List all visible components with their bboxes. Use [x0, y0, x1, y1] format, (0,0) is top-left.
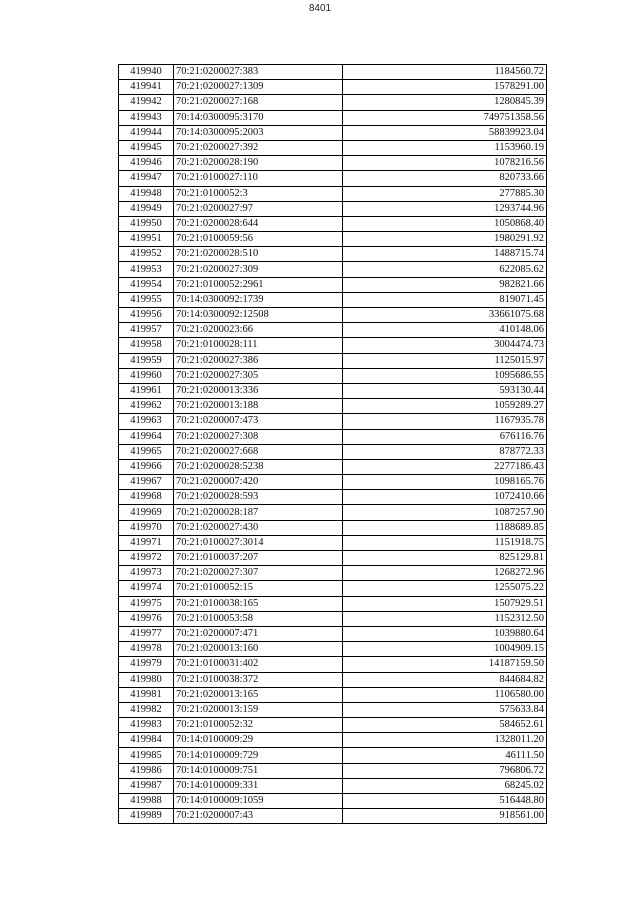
cadastral-number: 70:21:0200007:471	[174, 626, 343, 641]
cadastral-number: 70:21:0200007:420	[174, 475, 343, 490]
row-number: 419965	[119, 444, 174, 459]
cadastral-number: 70:21:0200007:473	[174, 414, 343, 429]
table-row	[119, 368, 547, 383]
row-number: 419959	[119, 353, 174, 368]
cadastral-value: 3004474.73	[343, 338, 547, 353]
cadastral-number: 70:14:0300092:1739	[174, 292, 343, 307]
cadastral-value: 1268272.96	[343, 566, 547, 581]
row-number: 419941	[119, 80, 174, 95]
table-row	[119, 733, 547, 748]
row-number: 419971	[119, 535, 174, 550]
row-number: 419983	[119, 718, 174, 733]
row-number: 419981	[119, 687, 174, 702]
table-row	[119, 566, 547, 581]
table-row	[119, 535, 547, 550]
table-row	[119, 596, 547, 611]
row-number: 419958	[119, 338, 174, 353]
cadastral-value: 918561.00	[343, 809, 547, 824]
cadastral-value: 46111.50	[343, 748, 547, 763]
table-row	[119, 338, 547, 353]
row-number: 419957	[119, 323, 174, 338]
row-number: 419987	[119, 778, 174, 793]
cadastral-number: 70:21:0200013:159	[174, 702, 343, 717]
cadastral-value: 1507929.51	[343, 596, 547, 611]
cadastral-value: 1152312.50	[343, 611, 547, 626]
cadastral-number: 70:21:0200027:307	[174, 566, 343, 581]
table-row	[119, 171, 547, 186]
cadastral-value: 58839923.04	[343, 125, 547, 140]
table-row	[119, 657, 547, 672]
table-row	[119, 262, 547, 277]
cadastral-value: 277885.30	[343, 186, 547, 201]
cadastral-number: 70:21:0100028:111	[174, 338, 343, 353]
table-row	[119, 308, 547, 323]
cadastral-number: 70:21:0200027:97	[174, 201, 343, 216]
table-row	[119, 383, 547, 398]
table-row	[119, 520, 547, 535]
table-row	[119, 748, 547, 763]
table-row	[119, 247, 547, 262]
cadastral-value: 1488715.74	[343, 247, 547, 262]
table-row	[119, 444, 547, 459]
cadastral-value: 1167935.78	[343, 414, 547, 429]
row-number: 419943	[119, 110, 174, 125]
table-row	[119, 80, 547, 95]
table-row	[119, 95, 547, 110]
cadastral-value: 1328011.20	[343, 733, 547, 748]
cadastral-value: 1039880.64	[343, 626, 547, 641]
table-body	[119, 65, 547, 824]
cadastral-table	[118, 64, 547, 824]
row-number: 419955	[119, 292, 174, 307]
table-row	[119, 277, 547, 292]
row-number: 419966	[119, 459, 174, 474]
cadastral-number: 70:21:0100052:3	[174, 186, 343, 201]
table-row	[119, 490, 547, 505]
cadastral-value: 825129.81	[343, 551, 547, 566]
table-row	[119, 110, 547, 125]
row-number: 419974	[119, 581, 174, 596]
table-row	[119, 125, 547, 140]
cadastral-value: 1004909.15	[343, 642, 547, 657]
cadastral-value: 1050868.40	[343, 216, 547, 231]
row-number: 419984	[119, 733, 174, 748]
row-number: 419972	[119, 551, 174, 566]
cadastral-number: 70:21:0200028:187	[174, 505, 343, 520]
table-row	[119, 763, 547, 778]
table-row	[119, 718, 547, 733]
cadastral-value: 1095686.55	[343, 368, 547, 383]
cadastral-value: 1106580.00	[343, 687, 547, 702]
cadastral-number: 70:21:0100038:372	[174, 672, 343, 687]
row-number: 419960	[119, 368, 174, 383]
row-number: 419964	[119, 429, 174, 444]
row-number: 419975	[119, 596, 174, 611]
cadastral-number: 70:21:0200028:510	[174, 247, 343, 262]
cadastral-number: 70:21:0200027:668	[174, 444, 343, 459]
cadastral-value: 1087257.90	[343, 505, 547, 520]
table-row	[119, 201, 547, 216]
cadastral-value: 749751358.56	[343, 110, 547, 125]
cadastral-number: 70:21:0100031:402	[174, 657, 343, 672]
table-row	[119, 429, 547, 444]
row-number: 419946	[119, 156, 174, 171]
cadastral-value: 982821.66	[343, 277, 547, 292]
cadastral-value: 878772.33	[343, 444, 547, 459]
cadastral-number: 70:21:0200028:593	[174, 490, 343, 505]
table-row	[119, 216, 547, 231]
row-number: 419945	[119, 140, 174, 155]
cadastral-number: 70:21:0100052:2961	[174, 277, 343, 292]
row-number: 419954	[119, 277, 174, 292]
cadastral-value: 1280845.39	[343, 95, 547, 110]
table-row	[119, 778, 547, 793]
cadastral-number: 70:21:0200013:188	[174, 399, 343, 414]
cadastral-value: 820733.66	[343, 171, 547, 186]
row-number: 419989	[119, 809, 174, 824]
cadastral-value: 584652.61	[343, 718, 547, 733]
cadastral-number: 70:21:0200027:309	[174, 262, 343, 277]
row-number: 419986	[119, 763, 174, 778]
row-number: 419948	[119, 186, 174, 201]
cadastral-value: 593130.44	[343, 383, 547, 398]
table-row	[119, 475, 547, 490]
row-number: 419942	[119, 95, 174, 110]
row-number: 419951	[119, 232, 174, 247]
cadastral-value: 1153960.19	[343, 140, 547, 155]
table-row	[119, 687, 547, 702]
cadastral-number: 70:14:0100009:1059	[174, 794, 343, 809]
row-number: 419968	[119, 490, 174, 505]
row-number: 419985	[119, 748, 174, 763]
cadastral-value: 1059289.27	[343, 399, 547, 414]
cadastral-number: 70:21:0200027:1309	[174, 80, 343, 95]
cadastral-value: 1098165.76	[343, 475, 547, 490]
table-row	[119, 626, 547, 641]
table-row	[119, 140, 547, 155]
cadastral-value: 676116.76	[343, 429, 547, 444]
cadastral-value: 796806.72	[343, 763, 547, 778]
cadastral-number: 70:21:0100027:110	[174, 171, 343, 186]
cadastral-value: 1184560.72	[343, 65, 547, 80]
cadastral-number: 70:21:0200027:305	[174, 368, 343, 383]
row-number: 419950	[119, 216, 174, 231]
cadastral-number: 70:14:0100009:751	[174, 763, 343, 778]
row-number: 419940	[119, 65, 174, 80]
table-row	[119, 65, 547, 80]
cadastral-number: 70:14:0100009:331	[174, 778, 343, 793]
row-number: 419982	[119, 702, 174, 717]
table-row	[119, 232, 547, 247]
cadastral-value: 1578291.00	[343, 80, 547, 95]
cadastral-number: 70:21:0200028:190	[174, 156, 343, 171]
cadastral-value: 1293744.96	[343, 201, 547, 216]
cadastral-value: 622085.62	[343, 262, 547, 277]
row-number: 419944	[119, 125, 174, 140]
table-row	[119, 459, 547, 474]
row-number: 419961	[119, 383, 174, 398]
cadastral-number: 70:21:0100052:15	[174, 581, 343, 596]
cadastral-number: 70:21:0100027:3014	[174, 535, 343, 550]
table-row	[119, 642, 547, 657]
row-number: 419952	[119, 247, 174, 262]
row-number: 419953	[119, 262, 174, 277]
cadastral-number: 70:21:0200027:308	[174, 429, 343, 444]
cadastral-number: 70:21:0200027:392	[174, 140, 343, 155]
table-row	[119, 323, 547, 338]
row-number: 419967	[119, 475, 174, 490]
row-number: 419956	[119, 308, 174, 323]
row-number: 419980	[119, 672, 174, 687]
row-number: 419947	[119, 171, 174, 186]
table-row	[119, 353, 547, 368]
cadastral-value: 1078216.56	[343, 156, 547, 171]
cadastral-number: 70:21:0200013:336	[174, 383, 343, 398]
cadastral-number: 70:21:0200027:168	[174, 95, 343, 110]
row-number: 419969	[119, 505, 174, 520]
cadastral-number: 70:14:0100009:729	[174, 748, 343, 763]
cadastral-number: 70:21:0200013:165	[174, 687, 343, 702]
cadastral-number: 70:14:0300092:12508	[174, 308, 343, 323]
cadastral-number: 70:14:0300095:2003	[174, 125, 343, 140]
cadastral-number: 70:21:0200027:383	[174, 65, 343, 80]
table-row	[119, 672, 547, 687]
row-number: 419970	[119, 520, 174, 535]
table-row	[119, 551, 547, 566]
row-number: 419962	[119, 399, 174, 414]
cadastral-value: 2277186.43	[343, 459, 547, 474]
row-number: 419988	[119, 794, 174, 809]
cadastral-value: 1072410.66	[343, 490, 547, 505]
cadastral-number: 70:21:0200027:430	[174, 520, 343, 535]
table-row	[119, 581, 547, 596]
cadastral-value: 1980291.92	[343, 232, 547, 247]
cadastral-number: 70:14:0300095:3170	[174, 110, 343, 125]
cadastral-value: 819071.45	[343, 292, 547, 307]
cadastral-number: 70:21:0100038:165	[174, 596, 343, 611]
cadastral-number: 70:21:0200007:43	[174, 809, 343, 824]
row-number: 419976	[119, 611, 174, 626]
table-row	[119, 505, 547, 520]
row-number: 419978	[119, 642, 174, 657]
row-number: 419977	[119, 626, 174, 641]
cadastral-number: 70:21:0200023:66	[174, 323, 343, 338]
cadastral-value: 1188689.85	[343, 520, 547, 535]
cadastral-value: 844684.82	[343, 672, 547, 687]
cadastral-number: 70:21:0100059:56	[174, 232, 343, 247]
table-row	[119, 611, 547, 626]
cadastral-value: 410148.06	[343, 323, 547, 338]
cadastral-value: 1151918.75	[343, 535, 547, 550]
cadastral-value: 14187159.50	[343, 657, 547, 672]
cadastral-value: 1255075.22	[343, 581, 547, 596]
cadastral-value: 1125015.97	[343, 353, 547, 368]
cadastral-value: 575633.84	[343, 702, 547, 717]
table-row	[119, 399, 547, 414]
cadastral-number: 70:21:0100037:207	[174, 551, 343, 566]
cadastral-number: 70:14:0100009:29	[174, 733, 343, 748]
row-number: 419949	[119, 201, 174, 216]
cadastral-value: 516448.80	[343, 794, 547, 809]
cadastral-number: 70:21:0100052:32	[174, 718, 343, 733]
table-row	[119, 794, 547, 809]
table-row	[119, 186, 547, 201]
cadastral-number: 70:21:0200013:160	[174, 642, 343, 657]
table-row	[119, 156, 547, 171]
cadastral-value: 68245.02	[343, 778, 547, 793]
cadastral-number: 70:21:0100053:58	[174, 611, 343, 626]
cadastral-number: 70:21:0200028:644	[174, 216, 343, 231]
cadastral-number: 70:21:0200028:5238	[174, 459, 343, 474]
page-number: 8401	[308, 3, 332, 14]
table-row	[119, 292, 547, 307]
row-number: 419963	[119, 414, 174, 429]
row-number: 419979	[119, 657, 174, 672]
table-row	[119, 809, 547, 824]
table-row	[119, 414, 547, 429]
row-number: 419973	[119, 566, 174, 581]
cadastral-number: 70:21:0200027:386	[174, 353, 343, 368]
table-row	[119, 702, 547, 717]
cadastral-value: 33661075.68	[343, 308, 547, 323]
